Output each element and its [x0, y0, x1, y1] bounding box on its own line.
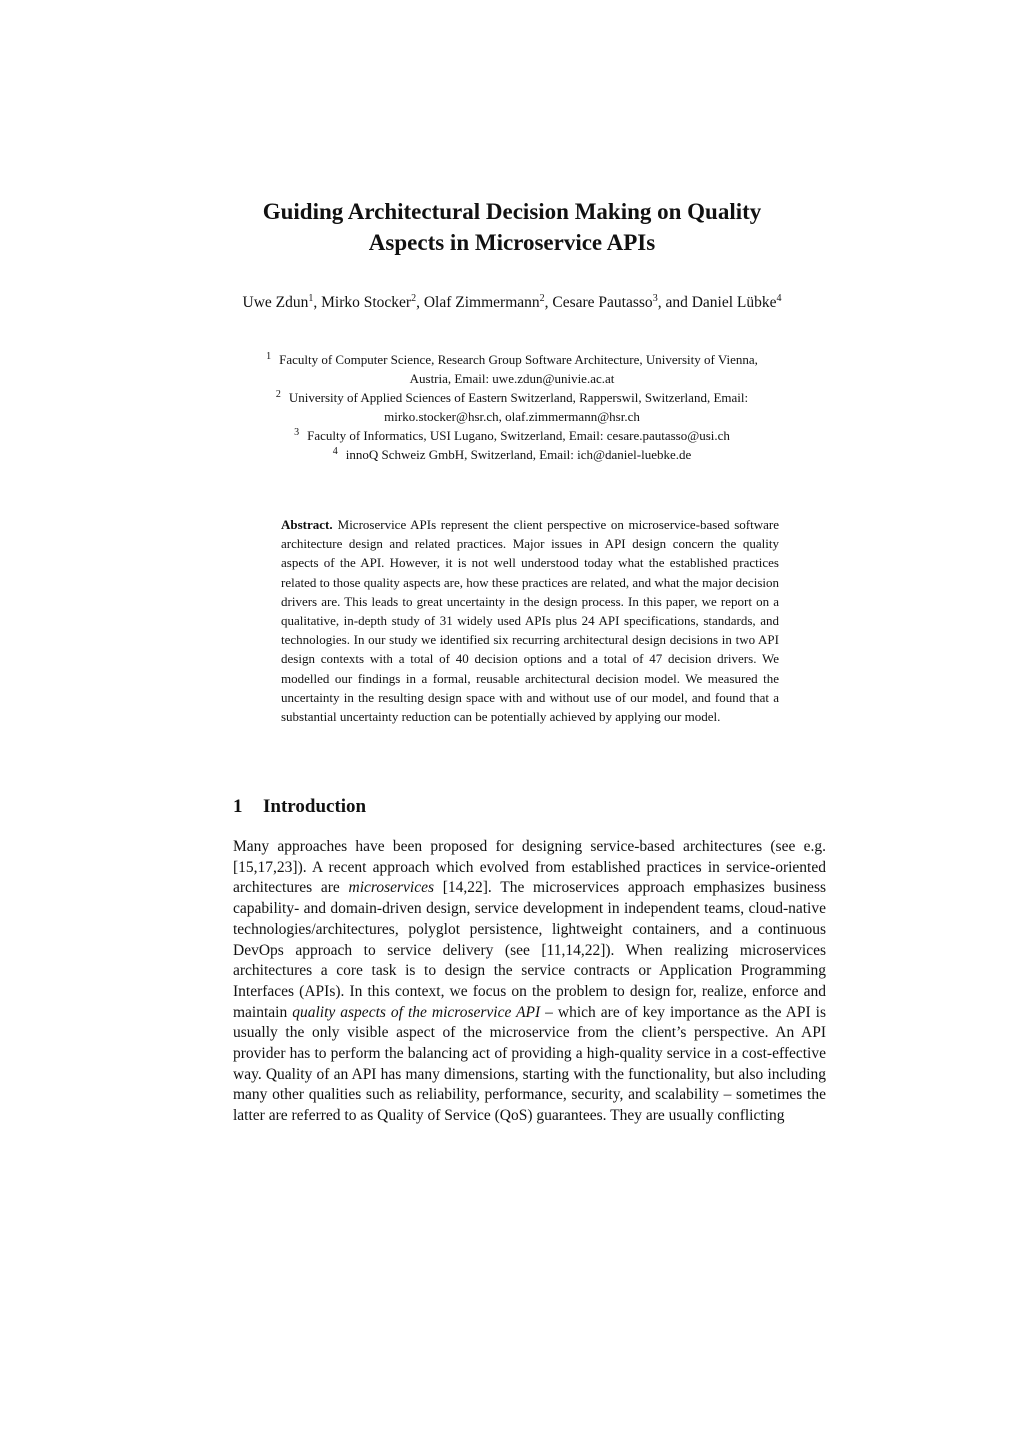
affiliation — [225, 388, 799, 426]
affiliation-line: Faculty of Computer Science, Research Group Software Architecture, University of Vienna, — [279, 352, 758, 367]
affiliation-line: Austria, Email: uwe.zdun@univie.ac.at — [409, 371, 615, 386]
author-separator: , — [313, 294, 322, 311]
title-line-1: Guiding Architectural Decision Making on Quality — [262, 199, 762, 224]
section-number: 1 — [233, 796, 243, 817]
affiliation — [225, 426, 799, 445]
author-separator: , — [416, 294, 424, 311]
intro-emphasis: microservices — [348, 879, 435, 897]
author-name: Uwe Zdun — [242, 294, 309, 311]
affiliation-mark: 3 — [294, 426, 300, 438]
affiliation-mark: 4 — [332, 445, 338, 457]
affiliation-line: Faculty of Informatics, USI Lugano, Switzerland, Email: cesare.pautasso@usi.ch — [307, 428, 730, 443]
paper-title — [200, 196, 824, 258]
affiliation-line: innoQ Schweiz GmbH, Switzerland, Email: ich@daniel-luebke.de — [345, 447, 692, 462]
intro-text: Many approaches have been proposed for designing service-based architectures (see e.g. [15,17,23]). A recent approach which evolved from established practices in service-oriented architectures are — [233, 838, 826, 897]
affiliation-list — [225, 350, 799, 464]
author-list — [220, 292, 804, 313]
affiliation — [225, 445, 799, 464]
abstract-label: Abstract. — [281, 517, 333, 532]
author-name: Mirko Stocker — [321, 294, 412, 311]
intro-text: – which are of key importance as the API is usually the only visible aspect of the microservice from the client’s perspective. An API provider has to perform the balancing act of providing a high-quality service in a cost-effective way. Quality of an API has many dimensions, starting with the functionality, but also including many other qualities such as reliability, performance, security, and scalability – sometimes the latter are referred to as Quality of Service (QoS) guarantees. They are usually conflicting — [233, 1003, 826, 1125]
author-name: Olaf Zimmermann — [423, 294, 540, 311]
author-mark: 2 — [411, 292, 417, 304]
author-name: Daniel Lübke — [691, 294, 777, 311]
title-line-2: Aspects in Microservice APIs — [368, 230, 656, 255]
abstract — [281, 515, 779, 726]
affiliation — [225, 350, 799, 388]
author-mark: 2 — [539, 292, 545, 304]
author-mark: 3 — [652, 292, 658, 304]
author-separator: , — [544, 294, 553, 311]
intro-emphasis: quality aspects of the microservice API — [292, 1003, 541, 1021]
affiliation-line: University of Applied Sciences of Eastern Switzerland, Rapperswil, Switzerland, Email: — [288, 390, 749, 405]
author-mark: 4 — [776, 292, 782, 304]
author-separator: , and — [657, 294, 692, 311]
affiliation-mark: 1 — [266, 350, 272, 362]
intro-paragraph — [233, 837, 826, 1127]
section-title: Introduction — [263, 796, 367, 817]
author-mark: 1 — [308, 292, 314, 304]
section-heading — [233, 795, 366, 819]
affiliation-line: mirko.stocker@hsr.ch, olaf.zimmermann@hsr.ch — [384, 409, 640, 424]
intro-text: [14,22]. The microservices approach emphasizes business capability- and domain-driven design, service development in independent teams, cloud-native technologies/architectures, polyglot persistence, lightweight containers, and a continuous DevOps approach to service delivery (see [11,14,22]). When realizing microservices architectures a core task is to design the service contracts or Application Programming Interfaces (APIs). In this context, we focus on the problem to design for, realize, enforce and maintain — [233, 879, 827, 1021]
affiliation-mark: 2 — [275, 388, 281, 400]
author-name: Cesare Pautasso — [552, 294, 653, 311]
abstract-text: Microservice APIs represent the client perspective on microservice-based software architecture design and related practices. Major issues in API design concern the quality aspects of the API. However, it is not well understood today what the established practices related to those quality aspects are, how these practices are related, and what the major decision drivers are. This leads to great uncertainty in the design process. In this paper, we report on a qualitative, in-depth study of 31 widely used APIs plus 24 API specifications, standards, and technologies. In our study we identified six recurring architectural design decisions in two API design contexts with a total of 40 decision options and a total of 47 decision drivers. We modelled our findings in a formal, reusable architectural decision model. We measured the uncertainty in the resulting design space with and without use of our model, and found that a substantial uncertainty reduction can be potentially achieved by applying our model. — [281, 517, 779, 725]
